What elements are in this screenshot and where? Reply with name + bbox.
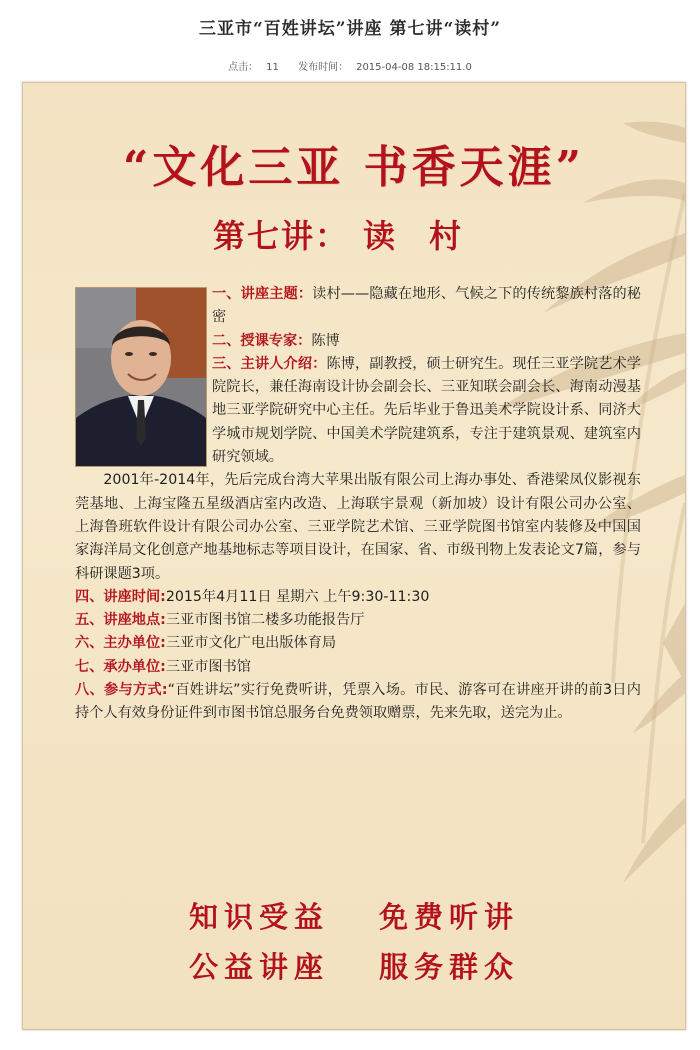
clicks-value: 11 (266, 62, 279, 73)
page-title: 三亚市“百姓讲坛”讲座 第七讲“读村” (198, 19, 502, 39)
slogan-free: 免费听讲 (379, 900, 520, 934)
publish-label: 发布时间： (298, 62, 349, 73)
lecture-poster (22, 82, 686, 1030)
lecture-details (75, 283, 641, 726)
intro-label: 三、主讲人介绍： (212, 355, 327, 372)
article-meta (0, 58, 700, 73)
slogan-row-1 (23, 895, 685, 936)
intro-paragraph-2: 2001年-2014年，先后完成台湾大苹果出版有限公司上海办事处、香港梁凤仪影视东莞基地、上海宝隆五星级酒店室内改造、上海联宇景观（新加坡）设计有限公司办公室、上海鲁班软件设计有限公司办公室、三亚学院艺术馆、三亚学院图书馆室内装修及中国国家海洋局文化创意产地基地标志等项目设计，在国家、省、市级刊物上发表论文7篇，参与科研课题3项。 (75, 472, 641, 582)
join-text: “百姓讲坛”实行免费听讲，凭票入场。市民、游客可在讲座开讲的前3日内持个人有效身份证件到市图书馆总服务台免费领取赠票，先来先取，送完为止。 (75, 682, 641, 722)
publish-time: 2015-04-08 18:15:11.0 (356, 62, 472, 73)
poster-headline: “文化三亚 书香天涯” (123, 142, 585, 193)
lecture-title (23, 211, 685, 257)
place-text: 三亚市图书馆二楼多功能报告厅 (165, 612, 365, 629)
organizer-label: 七、承办单位: (75, 658, 166, 675)
publish-info (294, 62, 476, 73)
time-label: 四、讲座时间: (75, 588, 166, 605)
topic-label: 一、讲座主题： (212, 286, 313, 302)
item-place (75, 609, 641, 632)
item-time (75, 586, 641, 609)
topic-text: 读村——隐藏在地形、气候之下的传统黎族村落的秘密 (212, 286, 641, 326)
expert-text: 陈博 (311, 332, 340, 349)
slogan-row-2 (23, 945, 685, 986)
lecture-prefix: 第七讲： (212, 217, 349, 255)
clicks-label: 点击： (228, 62, 259, 73)
expert-label: 二、授课专家： (212, 332, 312, 349)
host-label: 六、主办单位: (75, 635, 166, 652)
lecture-name: 读村 (363, 217, 496, 255)
host-text: 三亚市文化广电出版体育局 (165, 635, 337, 652)
slogan-public-welfare: 公益讲座 (188, 950, 329, 984)
intro-text: 陈博，副教授，硕士研究生。现任三亚学院艺术学院院长，兼任海南设计协会副会长、三亚知联会副会长、海南动漫基地三亚学院研究中心主任。先后毕业于鲁迅美术学院设计系、同济大学城市规划学院、中国美术学院建筑系，专注于建筑景观、建筑室内研究领域。 (212, 355, 641, 466)
item-host (75, 632, 641, 655)
organizer-text: 三亚市图书馆 (165, 658, 251, 675)
slogan-serve: 服务群众 (379, 950, 520, 984)
join-label: 八、参与方式: (75, 682, 168, 699)
clicks-info (224, 62, 283, 73)
time-text: 2015年4月11日 星期六 上午9:30-11:30 (165, 588, 430, 605)
item-join (75, 679, 641, 726)
item-organizer (75, 656, 641, 679)
slogan-knowledge: 知识受益 (188, 900, 329, 934)
place-label: 五、讲座地点: (75, 612, 166, 629)
